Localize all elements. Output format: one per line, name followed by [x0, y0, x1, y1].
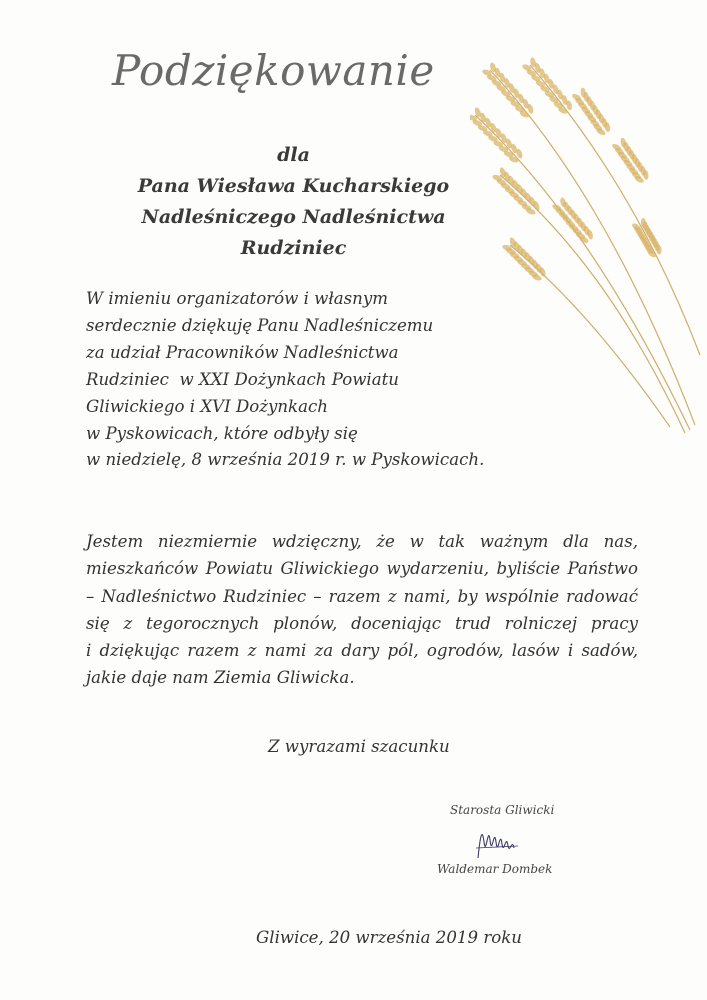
paragraph-2-line: – Nadleśnictwo Rudziniec – razem z nami, by wspólnie radować — [86, 586, 638, 606]
paragraph-2-line: mieszkańców Powiatu Gliwickiego wydarzeniu, byliście Państwo — [86, 559, 638, 579]
paragraph-1-line: serdecznie dziękuję Panu Nadleśniczemu — [86, 315, 434, 335]
wheat-ears — [470, 57, 662, 282]
paragraph-1-line: W imieniu organizatorów i własnym — [86, 289, 388, 308]
recipient-name: Pana Wiesława Kucharskiego — [137, 175, 450, 197]
paragraph-1-line: Rudziniec w XXI Dożynkach Powiatu — [86, 369, 399, 389]
paragraph-2 — [86, 528, 638, 692]
paragraph-1-line: Gliwickiego i XVI Dożynkach — [86, 396, 328, 416]
paragraph-1 — [86, 286, 526, 474]
paragraph-1-line: w niedzielę, 8 września 2019 r. w Pyskowicach. — [86, 450, 485, 470]
paragraph-2-line: się z tegorocznych plonów, doceniając trud rolniczej pracy — [86, 613, 638, 633]
place-and-date: Gliwice, 20 września 2019 roku — [256, 928, 522, 947]
wheat-illustration-icon — [470, 55, 705, 435]
paragraph-1-line: w Pyskowicach, które odbyły się — [86, 423, 358, 443]
document-title: Podziękowanie — [112, 46, 435, 95]
closing-phrase: Z wyrazami szacunku — [268, 737, 450, 756]
signature-icon — [468, 818, 538, 866]
paragraph-1-line: za udział Pracowników Nadleśnictwa — [86, 342, 399, 362]
paragraph-2-line: i dziękując razem z nami za dary pól, ogrodów, lasów i sadów, — [86, 641, 638, 661]
paragraph-2-line: jakie daje nam Ziemia Gliwicka. — [86, 668, 355, 688]
recipient-position: Nadleśniczego Nadleśnictwa — [141, 206, 446, 228]
recipient-for: dla — [277, 144, 310, 166]
signatory-title: Starosta Gliwicki — [450, 803, 555, 817]
paragraph-2-line: Jestem niezmiernie wdzięczny, że w tak ważnym dla nas, — [86, 532, 638, 551]
recipient-unit: Rudziniec — [240, 237, 347, 259]
signatory-name: Waldemar Dombek — [437, 862, 553, 876]
